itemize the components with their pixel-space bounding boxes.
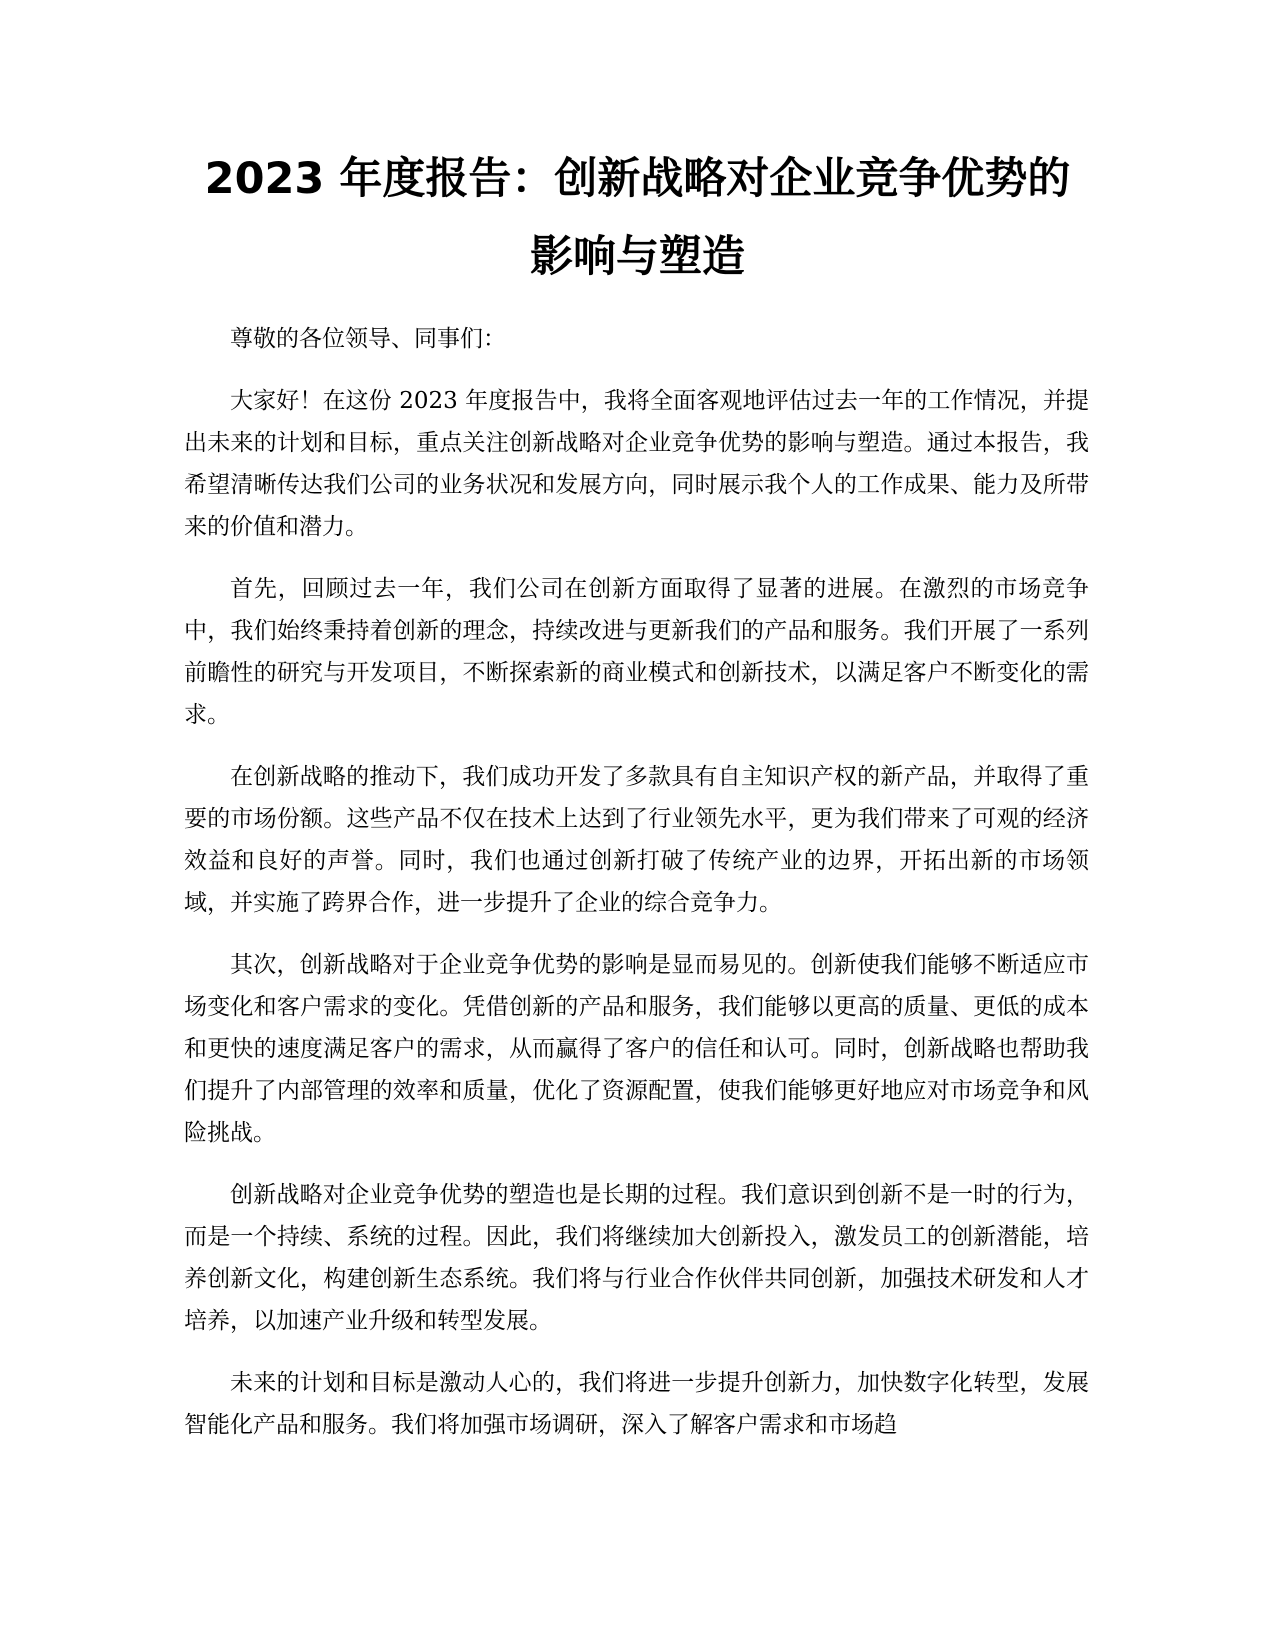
salutation-paragraph: 尊敬的各位领导、同事们： [230, 326, 506, 352]
review-paragraph: 首先，回顾过去一年，我们公司在创新方面取得了显著的进展。在激烈的市场竞争中，我们始终秉持着创新的理念，持续改进与更新我们的产品和服务。我们开展了一系列前瞻性的研究与开发项目，不断探索新的商业模式和创新技术，以满足客户不断变化的需求。 [184, 576, 1089, 728]
title-line-2: 影响与塑造 [530, 232, 745, 282]
impact-paragraph: 其次，创新战略对于企业竞争优势的影响是显而易见的。创新使我们能够不断适应市场变化和客户需求的变化。凭借创新的产品和服务，我们能够以更高的质量、更低的成本和更快的速度满足客户的需求，从而赢得了客户的信任和认可。同时，创新战略也帮助我们提升了内部管理的效率和质量，优化了资源配置，使我们能够更好地应对市场竞争和风险挑战。 [184, 952, 1089, 1146]
long-term-paragraph: 创新战略对企业竞争优势的塑造也是长期的过程。我们意识到创新不是一时的行为，而是一个持续、系统的过程。因此，我们将继续加大创新投入，激发员工的创新潜能，培养创新文化，构建创新生态系统。我们将与行业合作伙伴共同创新，加强技术研发和人才培养，以加速产业升级和转型发展。 [184, 1182, 1089, 1334]
intro-paragraph: 大家好！在这份 2023 年度报告中，我将全面客观地评估过去一年的工作情况，并提出未来的计划和目标，重点关注创新战略对企业竞争优势的影响与塑造。通过本报告，我希望清晰传达我们公司的业务状况和发展方向，同时展示我个人的工作成果、能力及所带来的价值和潜力。 [184, 388, 1089, 540]
title-line-1: 2023 年度报告：创新战略对企业竞争优势的 [204, 154, 1071, 204]
achievements-paragraph: 在创新战略的推动下，我们成功开发了多款具有自主知识产权的新产品，并取得了重要的市场份额。这些产品不仅在技术上达到了行业领先水平，更为我们带来了可观的经济效益和良好的声誉。同时，我们也通过创新打破了传统产业的边界，开拓出新的市场领域，并实施了跨界合作，进一步提升了企业的综合竞争力。 [184, 764, 1089, 916]
document-body [184, 318, 1089, 1466]
document-title [150, 140, 1125, 296]
future-plans-paragraph: 未来的计划和目标是激动人心的，我们将进一步提升创新力，加快数字化转型，发展智能化产品和服务。我们将加强市场调研，深入了解客户需求和市场趋 [184, 1370, 1089, 1438]
